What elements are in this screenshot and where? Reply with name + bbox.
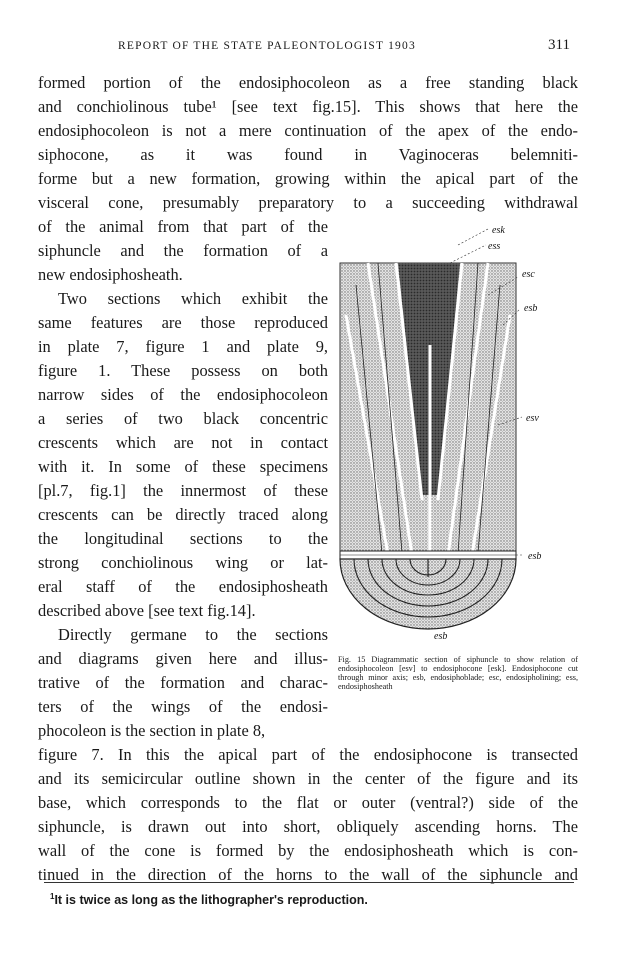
text-line: visceral cone, presumably preparatory to a succeeding withdrawal bbox=[38, 193, 578, 212]
text-line: [pl.7, fig.1] the innermost of these bbox=[38, 481, 328, 500]
text-line: and diagrams given here and illus- bbox=[38, 649, 328, 668]
text-line: base, which corresponds to the flat or outer (ventral?) side of the bbox=[38, 793, 578, 812]
text-line: figure 7. In this the apical part of the endosiphocone is transected bbox=[38, 745, 578, 764]
text-line: described above [see text fig.14]. bbox=[38, 601, 256, 620]
text-line: a series of two black concentric bbox=[38, 409, 328, 428]
label-esb-upper: esb bbox=[524, 303, 538, 314]
text-line: tinued in the direction of the horns to the wall of the siphuncle and bbox=[38, 865, 578, 884]
text-line: endosiphocoleon is not a mere continuation of the apex of the endo- bbox=[38, 121, 578, 140]
footnote bbox=[50, 892, 368, 907]
footnote-rule bbox=[44, 882, 574, 883]
text-line: figure 1. These possess on both bbox=[38, 361, 328, 380]
text-line: same features are those reproduced bbox=[38, 313, 328, 332]
text-line: in plate 7, figure 1 and plate 9, bbox=[38, 337, 328, 356]
footnote-text: It is twice as long as the lithographer's reproduction. bbox=[54, 893, 368, 908]
label-esv: esv bbox=[526, 413, 539, 424]
text-line: the longitudinal sections to the bbox=[38, 529, 328, 548]
text-line: crescents which are not in contact bbox=[38, 433, 328, 452]
label-esb-bottom: esb bbox=[434, 631, 448, 642]
text-line: forme but a new formation, growing within the apical part of the bbox=[38, 169, 578, 188]
text-line: trative of the formation and charac- bbox=[38, 673, 328, 692]
text-line: wall of the cone is formed by the endosiphosheath which is con- bbox=[38, 841, 578, 860]
running-header: REPORT OF THE STATE PALEONTOLOGIST 1903 bbox=[118, 40, 416, 52]
text-line: phocoleon is the section in plate 8, bbox=[38, 721, 266, 740]
text-line: of the animal from that part of the bbox=[38, 217, 328, 236]
text-line: formed portion of the endosiphocoleon as a free standing black bbox=[38, 73, 578, 92]
text-line: and conchiolinous tube¹ [see text fig.15]. This shows that here the bbox=[38, 97, 578, 116]
text-line: Two sections which exhibit the bbox=[58, 289, 328, 308]
text-line: Directly germane to the sections bbox=[58, 625, 328, 644]
text-line: with it. In some of these specimens bbox=[38, 457, 328, 476]
siphuncle-section-figure bbox=[338, 225, 580, 645]
text-line: ters of the wings of the endosi- bbox=[38, 697, 328, 716]
text-line: new endosiphosheath. bbox=[38, 265, 183, 284]
text-line: strong conchiolinous wing or lat- bbox=[38, 553, 328, 572]
text-line: siphuncle, is drawn out into short, obliquely ascending horns. The bbox=[38, 817, 578, 836]
text-line: crescents can be directly traced along bbox=[38, 505, 328, 524]
label-ess: ess bbox=[488, 241, 501, 252]
page-number: 311 bbox=[548, 37, 570, 53]
text-line: siphuncle and the formation of a bbox=[38, 241, 328, 260]
label-esc: esc bbox=[522, 269, 535, 280]
figure-caption: Fig. 15 Diagrammatic section of siphuncle to show relation of endosiphocoleon [esv] to endosiphocone [esk]. Endosiphocone cut through minor axis; esb, endosiphoblade; esc, endosipholining; ess, endosiphosheath bbox=[338, 655, 578, 691]
text-line: and its semicircular outline shown in the center of the figure and its bbox=[38, 769, 578, 788]
label-esb-right: esb bbox=[528, 551, 542, 562]
label-esk: esk bbox=[492, 225, 505, 236]
text-line: narrow sides of the endosiphocoleon bbox=[38, 385, 328, 404]
text-line: eral staff of the endosiphosheath bbox=[38, 577, 328, 596]
footnote-mark: 1 bbox=[50, 892, 55, 901]
text-line: siphocone, as it was found in Vaginoceras belemniti- bbox=[38, 145, 578, 164]
